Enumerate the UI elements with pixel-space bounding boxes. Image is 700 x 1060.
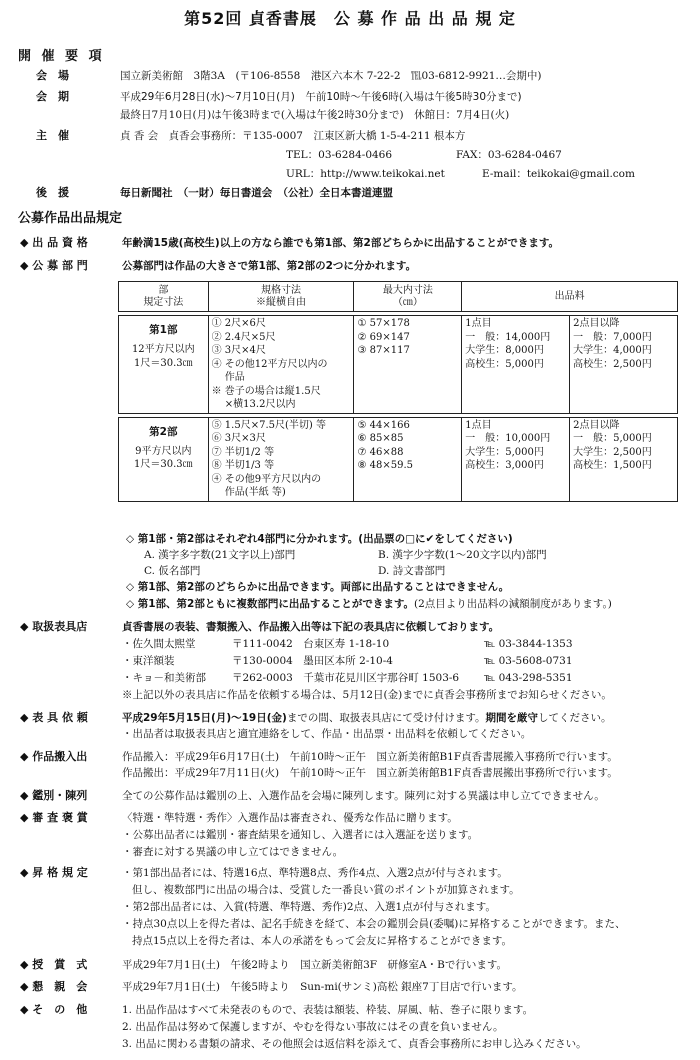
fee-item: 一 般：14,000円	[465, 331, 551, 343]
fee-item: 高校生：3,000円	[465, 460, 544, 471]
support-label: 後 援	[36, 186, 69, 199]
host-label: 主 催	[36, 129, 69, 142]
store-address: 〒130-0004 墨田区本所 2-10-4	[232, 655, 393, 667]
host-tel: TEL：03-6284-0466	[286, 149, 393, 161]
max-size-item: ⑧ 48×59.5	[357, 460, 413, 471]
fee-item: 高校生：5,000円	[465, 358, 544, 370]
section-fee-second-cell	[570, 316, 678, 414]
spec-item: ⑥ 3尺×3尺	[211, 433, 266, 444]
qualification-label: ◆ 出 品 資 格	[20, 236, 88, 249]
period-text-1: 平成29年6月28日(水)〜7月10日(月) 午前10時〜午後6時(入場は午後5時30分まで)	[120, 91, 522, 103]
jusho-label: ◆ 授 賞 式	[20, 958, 88, 971]
division-text: 公募部門は作品の大きさで第1部、第2部の2つに分かれます。	[122, 260, 417, 272]
shinsa-l2: ・公募出品者には鑑別・審査結果を通知し、入選者には入選証を送ります。	[122, 829, 479, 841]
shokaku-l4: ・持点30点以上を得た者は、記名手続きを経て、本会の鑑別会員(委嘱)に昇格することができます。また、	[122, 918, 626, 930]
konshin-label: ◆ 懇 親 会	[20, 980, 88, 993]
spec-item: 作品(半紙 等)	[211, 487, 286, 498]
section-unit: 1尺＝30.3㎝	[133, 357, 193, 369]
section-spec-cell	[208, 316, 354, 414]
store-address: 〒111-0042 台東区寿 1-18-10	[232, 638, 390, 650]
shokaku-l5: 持点15点以上を得た者は、本人の承諾をもって会友に昇格することができます。	[132, 935, 513, 947]
other-label: ◆ そ の 他	[20, 1003, 88, 1016]
fee-item: 大学生：2,500円	[573, 446, 652, 458]
host-email: E-mail：teikokai@gmail.com	[482, 168, 635, 180]
max-size-item: ③ 87×117	[357, 345, 410, 356]
spec-item: ×横13.2尺以内	[211, 399, 296, 410]
kansa-text: 全ての公募作品は鑑別の上、入選作品を会場に陳列します。陳列に対する異議は申し立てできません。	[122, 790, 605, 802]
hannyu-label: ◆ 作品搬入出	[20, 750, 88, 763]
fee-item: 大学生：4,000円	[573, 345, 652, 356]
hyougu-intro: 貞香書展の表装、書類搬入、作品搬入出等は下記の表具店に依頼しております。	[122, 621, 500, 633]
venue-label: 会 場	[36, 69, 69, 82]
header-spec: 規格寸法 ※縦横自由	[208, 282, 354, 312]
category-c: C. 仮名部門	[144, 565, 201, 577]
max-size-item: ⑥ 85×85	[357, 433, 404, 444]
store-name: ・佐久間太熙堂	[122, 638, 196, 650]
shokaku-l2: 但し、複数部門に出品の場合は、受賞した一番良い賞のポイントが加算されます。	[132, 884, 520, 896]
spec-item: ① 2尺×6尺	[211, 318, 266, 329]
max-size-item: ② 69×147	[357, 331, 410, 343]
header-fee: 出品料	[462, 282, 678, 312]
section-division-cell	[119, 316, 209, 414]
spec-item: ※ 巻子の場合は縦1.5尺	[211, 385, 321, 397]
section-fee-first-cell	[462, 316, 570, 414]
max-size-item: ⑦ 46×88	[357, 446, 404, 458]
irai-note: ・出品者は取扱表具店と適宜連絡をして、作品・出品票・出品料を依頼してください。	[122, 728, 532, 740]
hannyu-out: 作品搬出：平成29年7月11日(火) 午前10時〜正午 国立新美術館B1F貞香書展搬出事務所で行います。	[122, 767, 618, 779]
shinsa-l1: 〈特選・準特選・秀作〉入選作品は審査され、優秀な作品に贈ります。	[122, 812, 458, 824]
spec-item: ④ その他9平方尺以内の	[211, 473, 322, 485]
fee-item: 一 般：7,000円	[573, 331, 652, 343]
spec-item: ⑧ 半切1/3 等	[211, 460, 275, 471]
shokaku-l3: ・第2部出品者には、入賞(特選、準特選、秀作)2点、入選1点が付与されます。	[122, 901, 496, 913]
section-size: 12平方尺以内	[131, 344, 195, 356]
section-max-cell	[354, 316, 462, 414]
host-url: URL：http://www.teikokai.net	[286, 168, 445, 180]
store-tel: ℡ 03-5608-0731	[484, 655, 573, 667]
fee-item: 大学生：8,000円	[465, 345, 544, 356]
fee-item: 1点目	[465, 318, 492, 329]
support-text: 毎日新聞社 （一財）毎日書道会 （公社）全日本書道連盟	[120, 187, 393, 199]
spec-item: ⑤ 1.5尺×7.5尺(半切) 等	[211, 419, 326, 431]
division-label: ◆ 公 募 部 門	[20, 259, 88, 272]
shinsa-label: ◆ 審 査 褒 賞	[20, 811, 88, 824]
host-fax: FAX：03-6284-0467	[456, 149, 562, 161]
section-name: 第2部	[149, 425, 178, 438]
host-text: 貞 香 会 貞香会事務所：〒135-0007 江東区新大橋 1-5-4-211 根本方	[120, 130, 466, 142]
hyougu-note: ※上記以外の表具店に作品を依頼する場合は、5月12日(金)までに貞香会事務所までお知らせください。	[122, 689, 612, 701]
section-size: 9平方尺以内	[135, 445, 192, 457]
max-size-item: ① 57×178	[357, 318, 410, 329]
hyougu-label: ◆ 取扱表具店	[20, 620, 88, 633]
page-title: 第52回 貞香書展 公 募 作 品 出 品 規 定	[184, 9, 516, 28]
spec-item: ② 2.4尺×5尺	[211, 331, 276, 343]
fee-item: 1点目	[465, 419, 492, 431]
max-size-item: ⑤ 44×166	[357, 419, 410, 431]
fee-item: 高校生：1,500円	[573, 460, 652, 471]
shinsa-l3: ・審査に対する異議の申し立てはできません。	[122, 846, 344, 858]
other-l2: 2. 出品作品は努めて保護しますが、やむを得ない事故にはその責を負いません。	[122, 1021, 504, 1033]
note-3: ◇ 第1部、第2部ともに複数部門に出品することができます。(2点目より出品料の減額制度があります。)	[126, 598, 612, 610]
fee-item: 一 般：5,000円	[573, 433, 652, 444]
other-l3: 3. 出品に関わる書類の請求、その他照会は返信料を添えて、貞香会事務所にお申し込みください。	[122, 1038, 587, 1050]
fee-item: 2点目以降	[573, 318, 620, 329]
section-unit: 1尺＝30.3㎝	[133, 459, 193, 471]
category-b: B. 漢字少字数(1〜20文字以内)部門	[378, 549, 547, 561]
fee-item: 高校生：2,500円	[573, 358, 652, 370]
section-max-cell	[354, 417, 462, 501]
kansa-label: ◆ 鑑別・陳列	[20, 789, 88, 802]
store-address: 〒262-0003 千葉市花見川区宇那谷町 1503-6	[232, 672, 460, 684]
other-l1: 1. 出品作品はすべて未発表のもので、表装は額装、枠装、屏風、帖、巻子に限ります。	[122, 1004, 534, 1016]
section-spec-cell	[208, 417, 354, 501]
spec-item: 作品	[211, 372, 245, 383]
category-a: A. 漢字多字数(21文字以上)部門	[144, 549, 296, 561]
section-2-row	[119, 417, 678, 501]
period-text-2: 最終日7月10日(月)は午後3時まで(入場は午後2時30分まで) 休館日：7月4日(火)	[120, 109, 510, 121]
section-fee-second-cell	[570, 417, 678, 501]
section-division-cell	[119, 417, 209, 501]
kibo-heading: 公募作品出品規定	[18, 211, 123, 226]
spec-item: ③ 3尺×4尺	[211, 345, 266, 356]
qualification-text: 年齢満15歳(高校生)以上の方なら誰でも第1部、第2部どちらかに出品することができます。	[122, 237, 559, 249]
store-tel: ℡ 043-298-5351	[484, 672, 573, 684]
section-fee-first-cell	[462, 417, 570, 501]
fee-table	[118, 281, 678, 502]
shokaku-label: ◆ 昇 格 規 定	[20, 866, 88, 879]
irai-label: ◆ 表 具 依 頼	[20, 711, 88, 724]
note-2: ◇ 第1部、第2部のどちらかに出品できます。両部に出品することはできません。	[126, 581, 510, 593]
header-max: 最大内寸法 （㎝）	[354, 282, 462, 312]
irai-text: 平成29年5月15日(月)〜19日(金)までの間、取扱表具店にて受け付けます。期間を厳守してください。	[122, 712, 612, 724]
fee-item: 大学生：5,000円	[465, 446, 544, 458]
store-name: ・キョ－和美術部	[122, 672, 206, 684]
note-1: ◇ 第1部・第2部はそれぞれ4部門に分かれます。(出品票の□に✔をしてください)	[126, 533, 513, 545]
period-label: 会 期	[36, 90, 69, 103]
spec-item: ⑦ 半切1/2 等	[211, 446, 275, 458]
hannyu-in: 作品搬入：平成29年6月17日(土) 午前10時〜正午 国立新美術館B1F貞香書展搬入事務所で行います。	[122, 751, 618, 763]
spec-item: ④ その他12平方尺以内の	[211, 358, 328, 370]
store-tel: ℡ 03-3844-1353	[484, 638, 573, 650]
jusho-text: 平成29年7月1日(土) 午後2時より 国立新美術館3F 研修室A・Bで行います。	[122, 959, 508, 971]
section-name: 第1部	[149, 324, 178, 336]
shokaku-l1: ・第1部出品者には、特選16点、準特選8点、秀作4点、入選2点が付与されます。	[122, 867, 508, 879]
kaisai-heading: 開 催 要 項	[18, 49, 105, 64]
header-division: 部 規定寸法	[119, 282, 209, 312]
store-name: ・東洋額装	[122, 655, 175, 667]
fee-item: 2点目以降	[573, 419, 620, 431]
category-d: D. 詩文書部門	[378, 565, 446, 577]
konshin-text: 平成29年7月1日(土) 午後5時より Sun-mi(サンミ)高松 銀座7丁目店で行います。	[122, 981, 523, 993]
venue-text: 国立新美術館 3階3A (〒106-8558 港区六本木 7-22-2 ℡03-6812-9921…会期中)	[120, 70, 542, 82]
section-1-row	[119, 316, 678, 414]
fee-item: 一 般：10,000円	[465, 433, 551, 444]
